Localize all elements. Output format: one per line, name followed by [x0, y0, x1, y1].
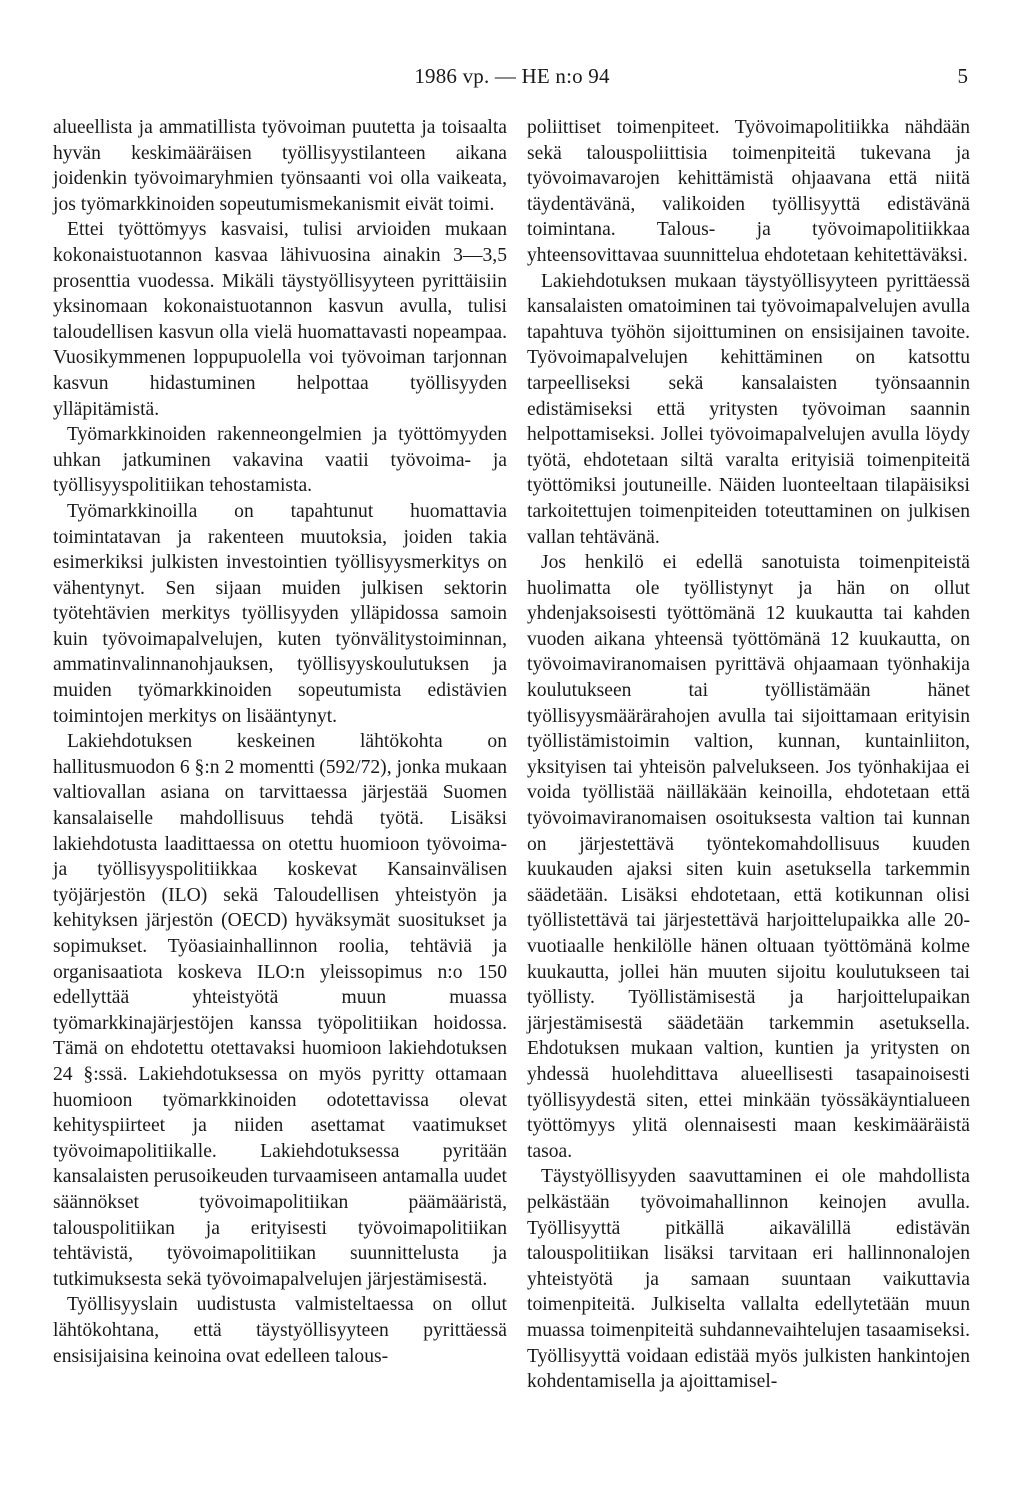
page-header	[0, 64, 1024, 94]
paragraph: poliittiset toimenpiteet. Työvoimapolitiikka nähdään sekä talouspoliittisia toimenpiteitä tukevana ja työvoimavarojen kehittämistä ohjaavana että niitä täydentävänä, valikoiden työllisyyttä edistävänä toimintana. Talous- ja työvoimapolitiikkaa yhteensovittavaa suunnittelua ehdotetaan kehitettäväksi.	[527, 117, 970, 266]
running-head: 1986 vp. — HE n:o 94	[414, 64, 610, 88]
paragraph: Työmarkkinoilla on tapahtunut huomattavia toimintatavan ja rakenteen muutoksia, joiden takia esimerkiksi julkisten investointien työllisyysmerkitys on vähentynyt. Sen sijaan muiden julkisen sektorin työtehtävien merkitys työllisyyden ylläpidossa samoin kuin työvoimapalvelujen, kuten työnvälitystoiminnan, ammatinvalinnanohjauksen, työllisyyskoulutuksen ja muiden työmarkkinoiden sopeutumista edistävien toimintojen merkitys on lisääntynyt.	[53, 500, 507, 727]
paragraph: Jos henkilö ei edellä sanotuista toimenpiteistä huolimatta ole työllistynyt ja hän on ollut yhdenjaksoisesti työttömänä 12 kuukautta tai kahden vuoden aikana yhteensä työttömänä 12 kuukautta, on työvoimaviranomaisen pyrittävä ohjaamaan työnhakija koulutukseen tai työllistämään hänet työllisyysmäärärahojen avulla tai sijoittamaan erityisin työllistämistoimin valtion, kunnan, kuntainliiton, yksityisen tai yhteisön palvelukseen. Jos työnhakijaa ei voida työllistää näilläkään keinoilla, ehdotetaan että työvoimaviranomaisen osoituksesta valtion tai kunnan on järjestettävä työntekomahdollisuus kuuden kuukauden ajaksi siten kuin asetuksella tarkemmin säädetään. Lisäksi ehdotetaan, että kotikunnan olisi työllistettävä tai järjestettävä harjoittelupaikka alle 20-vuotiaalle henkilölle hänen oltuaan työttömänä kolme kuukautta, jollei hän muuten sijoitu koulutukseen tai työllisty. Työllistämisestä ja harjoittelupaikan järjestämisestä säädetään tarkemmin asetuksella. Ehdotuksen mukaan valtion, kuntien ja yritysten on yhdessä huolehdittava alueellisesti tasapainoisesti työllisyydestä siten, ettei minkään työssäkäyntialueen työttömyys ylitä olennaisesti maan keskimääräistä tasoa.	[527, 552, 970, 1162]
left-column	[53, 115, 507, 1369]
paragraph: Työmarkkinoiden rakenneongelmien ja työttömyyden uhkan jatkuminen vakavina vaatii työvoima- ja työllisyyspolitiikan tehostamista.	[53, 424, 507, 497]
paragraph: Ettei työttömyys kasvaisi, tulisi arvioiden mukaan kokonaistuotannon kasvaa lähivuosina ainakin 3—3,5 prosenttia vuodessa. Mikäli täystyöllisyyteen pyrittäisiin yksinomaan kokonaistuotannon kasvun avulla, tulisi taloudellisen kasvun olla vielä huomattavasti nopeampaa. Vuosikymmenen loppupuolella voi työvoiman tarjonnan kasvun hidastuminen helpottaa työllisyyden ylläpitämistä.	[53, 219, 507, 420]
paragraph: Lakiehdotuksen mukaan täystyöllisyyteen pyrittäessä kansalaisten omatoiminen tai työvoimapalvelujen avulla tapahtuva työhön sijoittuminen on ensisijainen tavoite. Työvoimapalvelujen kehittäminen on katsottu tarpeelliseksi sekä kansalaisten työnsaannin edistämiseksi että yritysten työvoiman saannin helpottamiseksi. Jollei työvoimapalvelujen avulla löydy työtä, ehdotetaan siltä varalta erityisiä toimenpiteitä työttömiksi joutuneille. Näiden luonteeltaan tilapäisiksi tarkoitettujen toimenpiteiden toteuttaminen on julkisen vallan tehtävänä.	[527, 270, 970, 548]
page-number: 5	[957, 64, 968, 88]
right-column	[527, 115, 970, 1395]
paragraph: Lakiehdotuksen keskeinen lähtökohta on hallitusmuodon 6 §:n 2 momentti (592/72), jonka mukaan valtiovallan asiana on tarvittaessa järjestää Suomen kansalaiselle mahdollisuus tehdä työtä. Lisäksi lakiehdotusta laadittaessa on otettu huomioon työvoima- ja työllisyyspolitiikkaa koskevat Kansainvälisen työjärjestön (ILO) sekä Taloudellisen yhteistyön ja kehityksen järjestön (OECD) hyväksymät suositukset ja sopimukset. Työasiainhallinnon roolia, tehtäviä ja organisaatiota koskeva ILO:n yleissopimus n:o 150 edellyttää yhteistyötä muun muassa työmarkkinajärjestöjen kanssa työpolitiikan hoidossa. Tämä on ehdotettu otettavaksi huomioon lakiehdotuksen 24 §:ssä. Lakiehdotuksessa on myös pyritty ottamaan huomioon työmarkkinoiden odotettavissa olevat kehityspiirteet ja niiden asettamat vaatimukset työvoimapolitiikalle. Lakiehdotuksessa pyritään kansalaisten perusoikeuden turvaamiseen antamalla uudet säännökset työvoimapolitiikan päämääristä, talouspolitiikan ja erityisesti työvoimapolitiikan tehtävistä, työvoimapolitiikan suunnittelusta ja tutkimuksesta sekä työvoimapalvelujen järjestämisestä.	[53, 731, 507, 1290]
paragraph: Työllisyyslain uudistusta valmisteltaessa on ollut lähtökohtana, että täystyöllisyyteen pyrittäessä ensisijaisina keinoina ovat edelleen talous-	[53, 1294, 507, 1367]
paragraph: Täystyöllisyyden saavuttaminen ei ole mahdollista pelkästään työvoimahallinnon keinojen avulla. Työllisyyttä pitkällä aikavälillä edistävän talouspolitiikan lisäksi tarvitaan eri hallinnonalojen yhteistyötä ja samaan suuntaan vaikuttavia toimenpiteitä. Julkiselta vallalta edellytetään muun muassa toimenpiteitä suhdannevaihtelujen tasaamiseksi. Työllisyyttä voidaan edistää myös julkisten hankintojen kohdentamisella ja ajoittamisel-	[527, 1166, 970, 1393]
paragraph: alueellista ja ammatillista työvoiman puutetta ja toisaalta hyvän keskimääräisen työllisyystilanteen aikana joidenkin työvoimaryhmien työnsaanti voi olla vaikeata, jos työmarkkinoiden sopeutumismekanismit eivät toimi.	[53, 117, 507, 215]
